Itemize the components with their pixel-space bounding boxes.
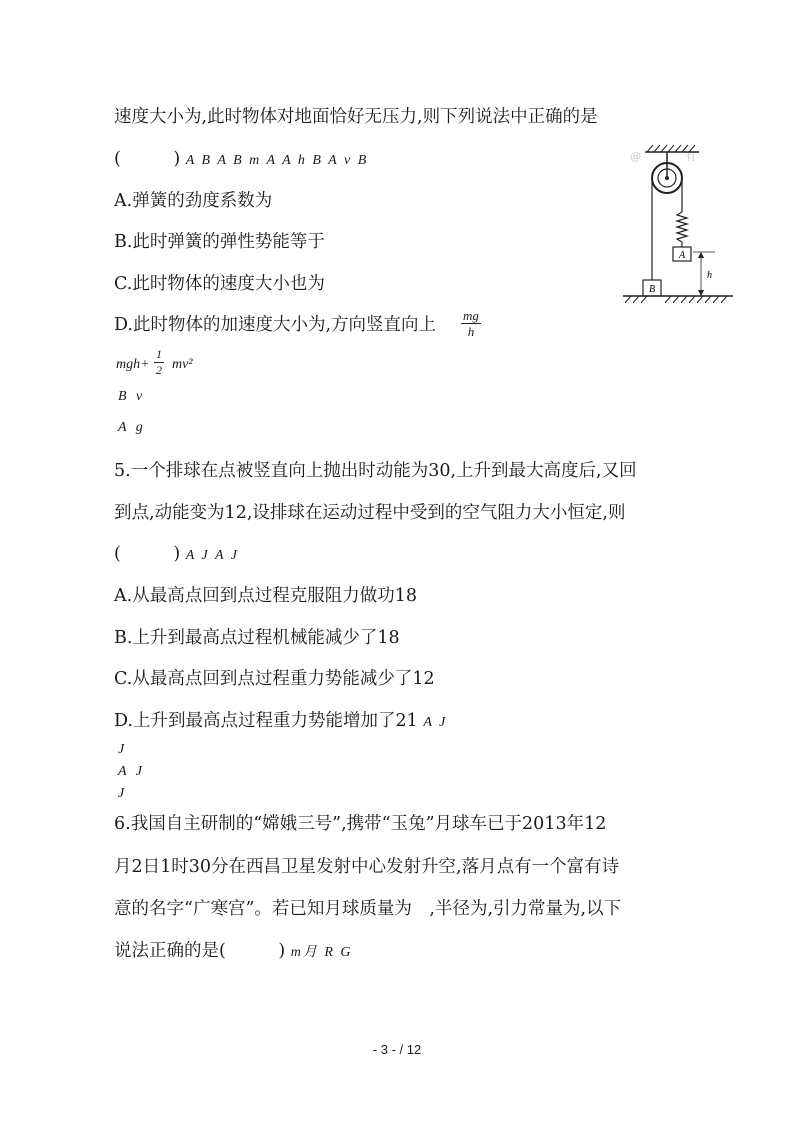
height-h-label: h bbox=[707, 270, 712, 281]
q4-answer-paren bbox=[114, 148, 368, 172]
q4-option-c: C.此时物体的速度大小也为 bbox=[114, 274, 325, 294]
q5-line1: 5.一个排球在点被竖直向上抛出时动能为30,上升到最大高度后,又回 bbox=[114, 461, 637, 481]
q5-paren: ( ) bbox=[114, 544, 181, 564]
q4-expression-mgh bbox=[116, 357, 150, 373]
fraction-numerator: mg bbox=[463, 308, 479, 323]
q5-option-b: B.上升到最高点过程机械能减少了18 bbox=[114, 628, 400, 648]
q4-option-b: B.此时弹簧的弹性势能等于 bbox=[114, 232, 325, 252]
page-number: - 3 - / 12 bbox=[372, 1042, 422, 1057]
q4-fragment-ag: A g bbox=[118, 420, 146, 435]
block-b-label: B bbox=[648, 284, 656, 295]
q5-option-c: C.从最高点回到点过程重力势能减少了12 bbox=[114, 669, 435, 689]
q5-line2: 到点,动能变为12,设排球在运动过程中受到的空气阻力大小恒定,则 bbox=[114, 503, 626, 523]
q5-fragment-j1: J bbox=[118, 742, 125, 757]
fraction-numerator: 1 bbox=[156, 347, 162, 361]
q4-fragment-bv: B v bbox=[118, 389, 146, 404]
q6-line4-vars: m月 R G bbox=[290, 945, 353, 960]
q4-expression-mv2: mv² bbox=[172, 357, 193, 372]
fraction-denominator: 2 bbox=[156, 363, 162, 377]
q5-option-d-vars: A J bbox=[423, 715, 448, 730]
q4-paren: ( ) bbox=[114, 149, 181, 169]
watermark: @ 有 bbox=[630, 150, 696, 163]
q5-answer-paren bbox=[114, 543, 239, 567]
q5-option-a: A.从最高点回到点过程克服阻力做功18 bbox=[114, 586, 417, 606]
q5-paren-vars: A J A J bbox=[185, 548, 240, 563]
pulley-spring-figure bbox=[615, 140, 745, 310]
q4-expression-half bbox=[154, 347, 164, 378]
expression-part: mgh+ bbox=[116, 357, 150, 372]
q4-fraction-mg-h bbox=[461, 308, 481, 339]
q5-fragment-aj: A J bbox=[118, 764, 146, 779]
q4-option-a: A.弹簧的劲度系数为 bbox=[114, 191, 273, 211]
q5-fragment-j2: J bbox=[118, 786, 125, 801]
q4-option-d: D.此时物体的加速度大小为,方向竖直向上 bbox=[114, 315, 437, 335]
q6-line2: 月2日1时30分在西昌卫星发射中心发射升空,落月点有一个富有诗 bbox=[114, 857, 620, 877]
q6-line1: 6.我国自主研制的“嫦娥三号”,携带“玉兔”月球车已于2013年12 bbox=[114, 814, 607, 834]
q5-option-d-text: D.上升到最高点过程重力势能增加了21 bbox=[114, 711, 418, 731]
q4-paren-vars: A B A B m A A h B A v B bbox=[185, 153, 369, 168]
q6-line3: 意的名字“广寒宫”。若已知月球质量为 ,半径为,引力常量为,以下 bbox=[114, 899, 622, 919]
q4-line1: 速度大小为,此时物体对地面恰好无压力,则下列说法中正确的是 bbox=[114, 107, 598, 127]
q6-line4-text: 说法正确的是( ) bbox=[114, 941, 286, 961]
q6-line4 bbox=[114, 940, 353, 964]
q5-option-d bbox=[114, 710, 447, 734]
block-a-label: A bbox=[678, 250, 686, 261]
fraction-denominator: h bbox=[467, 324, 475, 339]
